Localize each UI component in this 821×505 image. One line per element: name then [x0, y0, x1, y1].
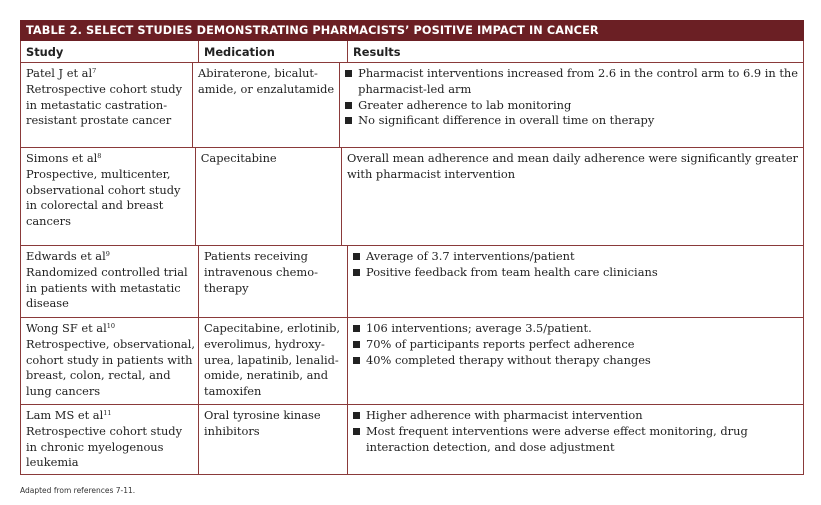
- header-medication: Medication: [199, 41, 348, 62]
- result-line: Pharmacist interventions increased from 2.6 in the control arm to 6.9 in the: [358, 66, 798, 80]
- result-line: interaction detection, and dose adjustment: [366, 439, 615, 454]
- result-bullet: [353, 321, 798, 337]
- table-rows: [21, 62, 803, 474]
- result-line: Positive feedback from team health care clinicians: [366, 264, 658, 279]
- medication-cell: [193, 63, 340, 147]
- study-description-line: Randomized controlled trial: [26, 264, 188, 279]
- study-description-line: cohort study in patients with: [26, 352, 193, 367]
- table-row: [21, 404, 803, 474]
- result-bullet-text: [366, 321, 592, 337]
- medication-cell: [199, 405, 348, 474]
- result-line: Higher adherence with pharmacist intervention: [366, 408, 643, 422]
- bullet-square-icon: [345, 117, 352, 124]
- medication-line: inhibitors: [204, 423, 260, 438]
- bullet-square-icon: [353, 269, 360, 276]
- medication-cell: [199, 246, 348, 317]
- result-bullet: [345, 113, 798, 129]
- result-bullet-text: [366, 337, 635, 353]
- study-cell: [21, 405, 199, 474]
- result-line: Most frequent interventions were adverse effect monitoring, drug: [366, 423, 748, 438]
- bullet-square-icon: [353, 412, 360, 419]
- study-description-line: Prospective, multicenter,: [26, 166, 171, 181]
- results-cell: [342, 148, 803, 245]
- medication-line: Oral tyrosine kinase: [204, 408, 321, 422]
- result-bullet: [353, 249, 798, 265]
- medication-line: Capecitabine, erlotinib,: [204, 321, 340, 335]
- study-description-line: Retrospective, observational,: [26, 336, 195, 351]
- medication-line: Abiraterone, bicalut-: [198, 66, 318, 80]
- result-bullet-text: [366, 424, 748, 456]
- medication-line: intravenous chemo-: [204, 264, 318, 279]
- bullet-square-icon: [353, 325, 360, 332]
- table-row: [21, 62, 803, 147]
- table-row: [21, 147, 803, 245]
- result-bullet-text: [366, 408, 643, 424]
- study-description-line: disease: [26, 296, 69, 311]
- bullet-square-icon: [345, 102, 352, 109]
- table-footnote: Adapted from references 7-11.: [20, 486, 136, 495]
- study-name: Edwards et al: [26, 249, 106, 263]
- medication-line: amide, or enzalutamide: [198, 81, 335, 96]
- medication-line: tamoxifen: [204, 384, 262, 399]
- study-description-line: Retrospective cohort study: [26, 81, 183, 96]
- study-description-line: in patients with metastatic: [26, 280, 181, 295]
- result-bullet-text: [366, 353, 651, 369]
- study-description-line: leukemia: [26, 455, 79, 470]
- study-description-line: in chronic myelogenous: [26, 439, 164, 454]
- results-cell: [340, 63, 803, 147]
- study-name-line: [26, 321, 193, 337]
- reference-number: 11: [103, 409, 112, 417]
- reference-number: 9: [105, 250, 110, 258]
- result-bullet-text: [358, 66, 798, 98]
- result-bullet: [345, 98, 798, 114]
- bullet-square-icon: [353, 253, 360, 260]
- bullet-square-icon: [353, 428, 360, 435]
- result-line: 40% completed therapy without therapy changes: [366, 352, 651, 367]
- table-row: [21, 317, 803, 404]
- medication-cell: [199, 318, 348, 404]
- study-cell: [21, 63, 193, 147]
- results-cell: [348, 318, 803, 404]
- result-line: 70% of participants reports perfect adherence: [366, 336, 635, 351]
- result-bullet: [345, 66, 798, 98]
- medication-line: Capecitabine: [200, 151, 277, 165]
- result-bullet-text: [358, 98, 571, 114]
- study-description-line: Retrospective cohort study: [26, 423, 183, 438]
- result-line: Overall mean adherence and mean daily adherence were significantly greater: [346, 151, 798, 165]
- study-cell: [21, 318, 199, 404]
- study-name: Patel J et al: [26, 66, 93, 80]
- result-bullet-text: [358, 113, 654, 129]
- result-bullet: [353, 265, 798, 281]
- reference-number: 8: [97, 152, 102, 160]
- result-bullet: [353, 408, 798, 424]
- study-description-line: observational cohort study: [26, 182, 181, 197]
- study-cell: [21, 246, 199, 317]
- medication-line: omide, neratinib, and: [204, 368, 329, 383]
- reference-number: 7: [92, 67, 97, 75]
- result-bullet: [353, 353, 798, 369]
- bullet-square-icon: [353, 341, 360, 348]
- result-bullet: [353, 337, 798, 353]
- medication-line: everolimus, hydroxy-: [204, 336, 325, 351]
- study-description-line: resistant prostate cancer: [26, 113, 172, 128]
- table-title: TABLE 2. SELECT STUDIES DEMONSTRATING PHARMACISTS’ POSITIVE IMPACT IN CANCER: [20, 20, 804, 41]
- results-cell: [348, 246, 803, 317]
- study-name-line: [26, 408, 193, 424]
- result-line: with pharmacist intervention: [346, 166, 516, 181]
- medication-line: Patients receiving: [204, 249, 308, 263]
- study-description-line: cancers: [26, 214, 71, 229]
- result-bullet-text: [366, 249, 575, 265]
- result-line: Greater adherence to lab monitoring: [358, 97, 572, 112]
- study-description-line: in metastatic castration-: [26, 97, 168, 112]
- reference-number: 10: [106, 322, 116, 330]
- study-name: Wong SF et al: [26, 321, 107, 335]
- medication-cell: [196, 148, 342, 245]
- study-description-line: breast, colon, rectal, and: [26, 368, 171, 383]
- medication-line: urea, lapatinib, lenalid-: [204, 352, 339, 367]
- study-name-line: [26, 66, 187, 82]
- header-results: Results: [353, 45, 401, 59]
- table-header-row: [21, 41, 803, 62]
- study-name-line: [26, 151, 190, 167]
- study-name: Simons et al: [26, 151, 98, 165]
- result-line: pharmacist-led arm: [358, 81, 472, 96]
- results-cell: [348, 405, 803, 474]
- table-row: [21, 245, 803, 317]
- table-body: [20, 41, 804, 475]
- result-bullet: [353, 424, 798, 456]
- studies-table: [20, 20, 804, 475]
- result-bullet-text: [366, 265, 658, 281]
- study-cell: [21, 148, 196, 245]
- study-name-line: [26, 249, 193, 265]
- bullet-square-icon: [345, 70, 352, 77]
- medication-line: therapy: [204, 280, 249, 295]
- bullet-square-icon: [353, 357, 360, 364]
- header-study: Study: [21, 41, 199, 62]
- study-name: Lam MS et al: [26, 408, 104, 422]
- study-description-line: in colorectal and breast: [26, 198, 164, 213]
- result-line: 106 interventions; average 3.5/patient.: [366, 321, 592, 335]
- result-line: No significant difference in overall time on therapy: [358, 113, 655, 128]
- study-description-line: lung cancers: [26, 384, 101, 399]
- result-line: Average of 3.7 interventions/patient: [366, 249, 575, 263]
